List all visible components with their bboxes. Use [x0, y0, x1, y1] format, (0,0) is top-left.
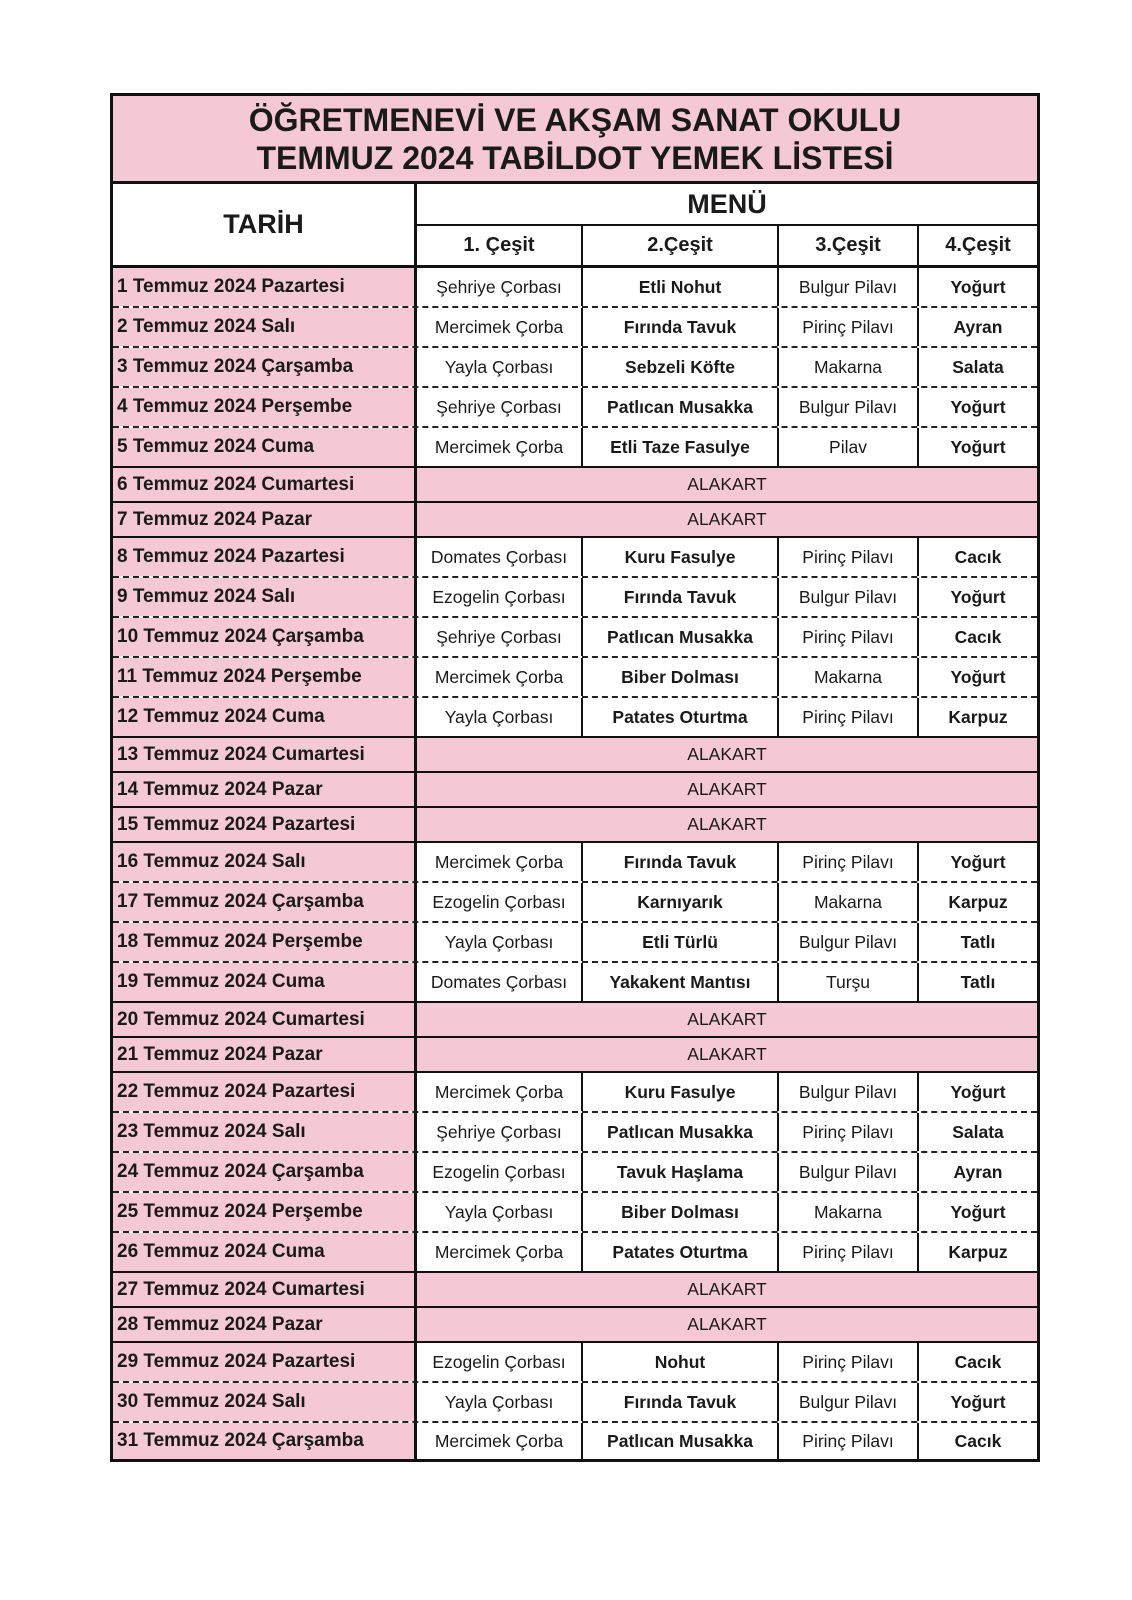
- course-4-cell: Salata: [952, 1121, 1004, 1142]
- course-2-cell: Fırında Tavuk: [583, 578, 779, 616]
- menu-rows: [113, 268, 1037, 1459]
- menu-sheet: [110, 93, 1040, 1462]
- alakart-cell: ALAKART: [417, 1273, 1037, 1306]
- course-2-cell: Patlıcan Musakka: [583, 618, 779, 656]
- course-2-cell: Biber Dolması: [583, 658, 779, 696]
- alakart-cell: ALAKART: [417, 808, 1037, 841]
- document-title: [113, 96, 1037, 184]
- table-row: [113, 658, 1037, 698]
- row-date: 9 Temmuz 2024 Salı: [113, 578, 417, 616]
- table-row: [113, 1423, 1037, 1459]
- row-date: 21 Temmuz 2024 Pazar: [113, 1038, 417, 1071]
- course-3-cell: Bulgur Pilavı: [779, 923, 919, 961]
- course-2-cell: Patates Oturtma: [583, 698, 779, 736]
- course-4-cell: Yoğurt: [950, 851, 1006, 872]
- row-date: 13 Temmuz 2024 Cumartesi: [113, 738, 417, 771]
- course-3-cell: Bulgur Pilavı: [779, 578, 919, 616]
- course-3-cell: Pirinç Pilavı: [779, 618, 919, 656]
- course-4-cell: Karpuz: [948, 891, 1008, 912]
- row-date: 5 Temmuz 2024 Cuma: [113, 428, 417, 466]
- row-date: 27 Temmuz 2024 Cumartesi: [113, 1273, 417, 1306]
- row-date: 2 Temmuz 2024 Salı: [113, 308, 417, 346]
- alakart-cell: ALAKART: [417, 773, 1037, 806]
- table-row: [113, 308, 1037, 348]
- table-row: [113, 1193, 1037, 1233]
- row-date: 26 Temmuz 2024 Cuma: [113, 1233, 417, 1271]
- course-2-cell: Biber Dolması: [583, 1193, 779, 1231]
- table-row: [113, 388, 1037, 428]
- course-3-cell: Makarna: [779, 883, 919, 921]
- course-3-header: 3.Çeşit: [779, 226, 919, 265]
- course-1-cell: Mercimek Çorba: [417, 1423, 583, 1459]
- row-date: 15 Temmuz 2024 Pazartesi: [113, 808, 417, 841]
- course-4-cell: Cacık: [954, 626, 1002, 647]
- table-row: [113, 1308, 1037, 1343]
- course-3-cell: Bulgur Pilavı: [779, 388, 919, 426]
- course-1-cell: Yayla Çorbası: [417, 348, 583, 386]
- row-date: 7 Temmuz 2024 Pazar: [113, 503, 417, 536]
- table-row: [113, 428, 1037, 468]
- course-1-cell: Ezogelin Çorbası: [417, 883, 583, 921]
- course-3-cell: Bulgur Pilavı: [779, 268, 919, 306]
- row-date: 6 Temmuz 2024 Cumartesi: [113, 468, 417, 501]
- row-date: 4 Temmuz 2024 Perşembe: [113, 388, 417, 426]
- course-2-cell: Fırında Tavuk: [583, 843, 779, 881]
- course-2-cell: Etli Taze Fasulye: [583, 428, 779, 466]
- course-3-cell: Pilav: [779, 428, 919, 466]
- course-4-cell: Karpuz: [948, 706, 1008, 727]
- alakart-cell: ALAKART: [417, 1038, 1037, 1071]
- table-row: [113, 1038, 1037, 1073]
- course-4-cell: Cacık: [954, 1430, 1002, 1451]
- table-row: [113, 618, 1037, 658]
- course-1-cell: Şehriye Çorbası: [417, 618, 583, 656]
- row-date: 10 Temmuz 2024 Çarşamba: [113, 618, 417, 656]
- row-date: 31 Temmuz 2024 Çarşamba: [113, 1423, 417, 1459]
- course-3-cell: Bulgur Pilavı: [779, 1383, 919, 1421]
- course-3-cell: Pirinç Pilavı: [779, 308, 919, 346]
- course-2-cell: Kuru Fasulye: [583, 538, 779, 576]
- row-date: 12 Temmuz 2024 Cuma: [113, 698, 417, 736]
- table-row: [113, 1003, 1037, 1038]
- course-4-cell: Yoğurt: [950, 276, 1006, 297]
- course-3-cell: Turşu: [779, 963, 919, 1001]
- course-1-cell: Yayla Çorbası: [417, 1193, 583, 1231]
- course-3-cell: Bulgur Pilavı: [779, 1153, 919, 1191]
- table-row: [113, 698, 1037, 738]
- table-row: [113, 348, 1037, 388]
- course-1-cell: Yayla Çorbası: [417, 698, 583, 736]
- table-row: [113, 578, 1037, 618]
- menu-header: MENÜ: [417, 184, 1037, 226]
- row-date: 22 Temmuz 2024 Pazartesi: [113, 1073, 417, 1111]
- course-1-cell: Mercimek Çorba: [417, 843, 583, 881]
- course-3-cell: Bulgur Pilavı: [779, 1073, 919, 1111]
- row-date: 30 Temmuz 2024 Salı: [113, 1383, 417, 1421]
- course-1-cell: Yayla Çorbası: [417, 923, 583, 961]
- course-3-cell: Makarna: [779, 348, 919, 386]
- course-2-cell: Nohut: [583, 1343, 779, 1381]
- row-date: 11 Temmuz 2024 Perşembe: [113, 658, 417, 696]
- row-date: 28 Temmuz 2024 Pazar: [113, 1308, 417, 1341]
- course-3-cell: Pirinç Pilavı: [779, 538, 919, 576]
- alakart-cell: ALAKART: [417, 738, 1037, 771]
- course-2-cell: Patlıcan Musakka: [583, 1423, 779, 1459]
- course-4-cell: Tatlı: [960, 931, 996, 952]
- table-row: [113, 773, 1037, 808]
- row-date: 23 Temmuz 2024 Salı: [113, 1113, 417, 1151]
- course-1-cell: Şehriye Çorbası: [417, 388, 583, 426]
- course-3-cell: Pirinç Pilavı: [779, 843, 919, 881]
- course-4-cell: Salata: [952, 356, 1004, 377]
- row-date: 1 Temmuz 2024 Pazartesi: [113, 268, 417, 306]
- row-date: 20 Temmuz 2024 Cumartesi: [113, 1003, 417, 1036]
- course-3-cell: Pirinç Pilavı: [779, 698, 919, 736]
- course-2-cell: Etli Türlü: [583, 923, 779, 961]
- course-2-cell: Patlıcan Musakka: [583, 388, 779, 426]
- row-date: 17 Temmuz 2024 Çarşamba: [113, 883, 417, 921]
- table-row: [113, 268, 1037, 308]
- course-1-cell: Ezogelin Çorbası: [417, 578, 583, 616]
- course-3-cell: Pirinç Pilavı: [779, 1113, 919, 1151]
- table-row: [113, 883, 1037, 923]
- table-row: [113, 1233, 1037, 1273]
- course-4-cell: Tatlı: [960, 971, 996, 992]
- row-date: 3 Temmuz 2024 Çarşamba: [113, 348, 417, 386]
- row-date: 18 Temmuz 2024 Perşembe: [113, 923, 417, 961]
- course-2-cell: Karnıyarık: [583, 883, 779, 921]
- table-row: [113, 1113, 1037, 1153]
- table-row: [113, 923, 1037, 963]
- row-date: 16 Temmuz 2024 Salı: [113, 843, 417, 881]
- table-row: [113, 1273, 1037, 1308]
- course-2-cell: Fırında Tavuk: [583, 308, 779, 346]
- course-2-cell: Yakakent Mantısı: [583, 963, 779, 1001]
- alakart-cell: ALAKART: [417, 503, 1037, 536]
- table-header: [113, 184, 1037, 268]
- title-line-2: TEMMUZ 2024 TABİLDOT YEMEK LİSTESİ: [256, 139, 894, 176]
- alakart-cell: ALAKART: [417, 1308, 1037, 1341]
- course-1-cell: Mercimek Çorba: [417, 428, 583, 466]
- course-4-cell: Yoğurt: [950, 396, 1006, 417]
- course-3-cell: Pirinç Pilavı: [779, 1343, 919, 1381]
- row-date: 14 Temmuz 2024 Pazar: [113, 773, 417, 806]
- course-1-cell: Mercimek Çorba: [417, 308, 583, 346]
- row-date: 29 Temmuz 2024 Pazartesi: [113, 1343, 417, 1381]
- course-2-cell: Kuru Fasulye: [583, 1073, 779, 1111]
- course-4-cell: Ayran: [953, 316, 1003, 337]
- table-row: [113, 1073, 1037, 1113]
- date-column-header: TARİH: [113, 184, 417, 265]
- table-row: [113, 503, 1037, 538]
- table-row: [113, 468, 1037, 503]
- course-4-cell: Yoğurt: [950, 586, 1006, 607]
- row-date: 25 Temmuz 2024 Perşembe: [113, 1193, 417, 1231]
- table-row: [113, 843, 1037, 883]
- alakart-cell: ALAKART: [417, 1003, 1037, 1036]
- table-row: [113, 1343, 1037, 1383]
- course-4-header: 4.Çeşit: [945, 234, 1011, 256]
- course-2-cell: Fırında Tavuk: [583, 1383, 779, 1421]
- course-4-cell: Ayran: [953, 1161, 1003, 1182]
- course-4-cell: Cacık: [954, 546, 1002, 567]
- row-date: 19 Temmuz 2024 Cuma: [113, 963, 417, 1001]
- course-1-cell: Yayla Çorbası: [417, 1383, 583, 1421]
- course-2-cell: Sebzeli Köfte: [583, 348, 779, 386]
- course-4-cell: Yoğurt: [950, 436, 1006, 457]
- course-1-cell: Domates Çorbası: [417, 963, 583, 1001]
- course-2-cell: Tavuk Haşlama: [583, 1153, 779, 1191]
- table-row: [113, 808, 1037, 843]
- row-date: 24 Temmuz 2024 Çarşamba: [113, 1153, 417, 1191]
- course-1-cell: Domates Çorbası: [417, 538, 583, 576]
- title-line-1: ÖĞRETMENEVİ VE AKŞAM SANAT OKULU: [248, 101, 902, 138]
- course-1-cell: Şehriye Çorbası: [417, 1113, 583, 1151]
- course-1-cell: Mercimek Çorba: [417, 1233, 583, 1271]
- course-4-cell: Yoğurt: [950, 1081, 1006, 1102]
- course-1-cell: Ezogelin Çorbası: [417, 1343, 583, 1381]
- table-row: [113, 1383, 1037, 1423]
- course-3-cell: Pirinç Pilavı: [779, 1233, 919, 1271]
- course-4-cell: Yoğurt: [950, 1391, 1006, 1412]
- course-2-cell: Etli Nohut: [583, 268, 779, 306]
- course-1-header: 1. Çeşit: [417, 226, 583, 265]
- course-4-cell: Yoğurt: [950, 1201, 1006, 1222]
- course-1-cell: Mercimek Çorba: [417, 1073, 583, 1111]
- table-row: [113, 963, 1037, 1003]
- course-1-cell: Şehriye Çorbası: [417, 268, 583, 306]
- menu-header-group: [417, 184, 1037, 265]
- course-4-cell: Cacık: [954, 1351, 1002, 1372]
- table-row: [113, 1153, 1037, 1193]
- course-2-header: 2.Çeşit: [583, 226, 779, 265]
- course-2-cell: Patates Oturtma: [583, 1233, 779, 1271]
- table-row: [113, 738, 1037, 773]
- row-date: 8 Temmuz 2024 Pazartesi: [113, 538, 417, 576]
- course-1-cell: Ezogelin Çorbası: [417, 1153, 583, 1191]
- table-row: [113, 538, 1037, 578]
- course-4-cell: Karpuz: [948, 1241, 1008, 1262]
- course-4-cell: Yoğurt: [950, 666, 1006, 687]
- course-2-cell: Patlıcan Musakka: [583, 1113, 779, 1151]
- course-3-cell: Pirinç Pilavı: [779, 1423, 919, 1459]
- course-column-headers: [417, 226, 1037, 265]
- alakart-cell: ALAKART: [417, 468, 1037, 501]
- course-1-cell: Mercimek Çorba: [417, 658, 583, 696]
- course-3-cell: Makarna: [779, 1193, 919, 1231]
- course-3-cell: Makarna: [779, 658, 919, 696]
